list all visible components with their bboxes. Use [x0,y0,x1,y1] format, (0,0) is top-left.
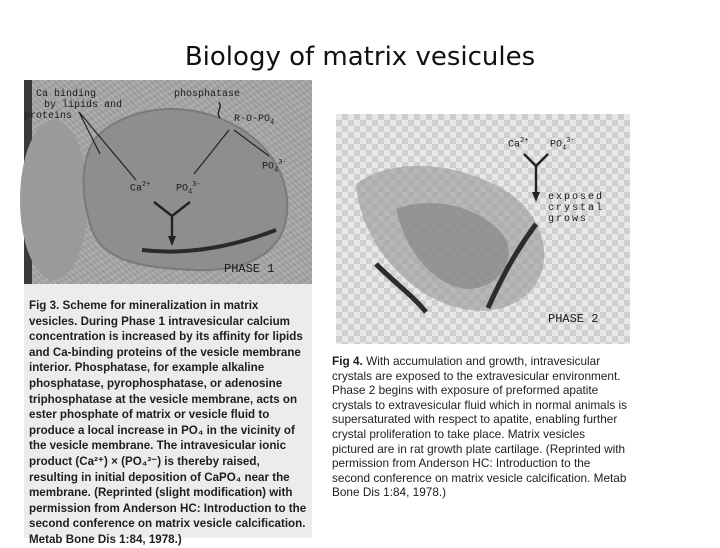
neighbor-vesicle [20,120,88,280]
exposed-crystal-label: exposed crystal grows [548,192,605,225]
figure4-caption [330,344,630,530]
page-title: Biology of matrix vesicules [184,42,536,72]
figure3-caption-text: Scheme for mineralization in matrix vesicles. During Phase 1 intravesicular calcium concentration is increased by its affinity for lipids and Ca-binding proteins of the vesicle membrane interior. Phosphatase, for example alkaline phosphatase, pyrophosphatase, or adenosine triphosphatase at the vesicle membrane, acts on ester phosphate of matrix or vesicle fluid to produce a local increase in PO₄ in the vicinity of the vesicle membrane. The intravesicular ionic product (Ca²⁺) × (PO₄³⁻) is thereby raised, resulting in initial deposition of CaPO₄ near the membrane. (Reprinted (slight modification) with permission from Anderson HC: Introduction to the second conference on matrix vesicle calcification. Metab Bone Dis 1:84, 1978.) [29,299,307,546]
phase-1-label: PHASE 1 [224,262,275,276]
phosphatase-label: phosphatase [174,89,241,100]
downward-arrow-head [532,192,540,202]
po4-label: $PO_4^{3-}$ [550,137,575,153]
figure4-micrograph [336,114,630,344]
phase-2-label: PHASE 2 [548,312,599,326]
figure4-drawing [336,114,630,344]
figure4-caption-text: With accumulation and growth, intravesicular crystals are exposed to the extravesicular environment. Phase 2 begins with exposure of preformed apatite crystals to extravesicular fluid which in normal animals is supersaturated with respect to apatite, enabling further crystal proliferation to take place. Matrix vesicles pictured are in rat growth plate cartilage. (Reprinted with permission from Anderson HC: Introduction to the second conference on matrix vesicle calcification. Metab Bone Dis 1:84, 1978.) [332,354,628,500]
po4-right-label: $PO_4^{3-}$ [262,159,287,175]
figure3-micrograph [24,80,312,284]
r-o-po4-label: $R-O-PO_4$ [234,114,275,127]
figure3-caption-label: Fig 3. [29,299,60,312]
ca-label: $Ca^{2+}$ [508,137,529,151]
ca-label: $Ca^{2+}$ [130,181,151,195]
converging-arrows [524,154,548,166]
figure3-caption [24,284,312,546]
ca-binding-label: Ca binding by lipids and proteins [24,89,123,122]
phosphatase-squiggle [218,102,220,118]
figure4-caption-label: Fig 4. [332,354,363,368]
po4-center-label: $PO_4^{3-}$ [176,181,201,197]
